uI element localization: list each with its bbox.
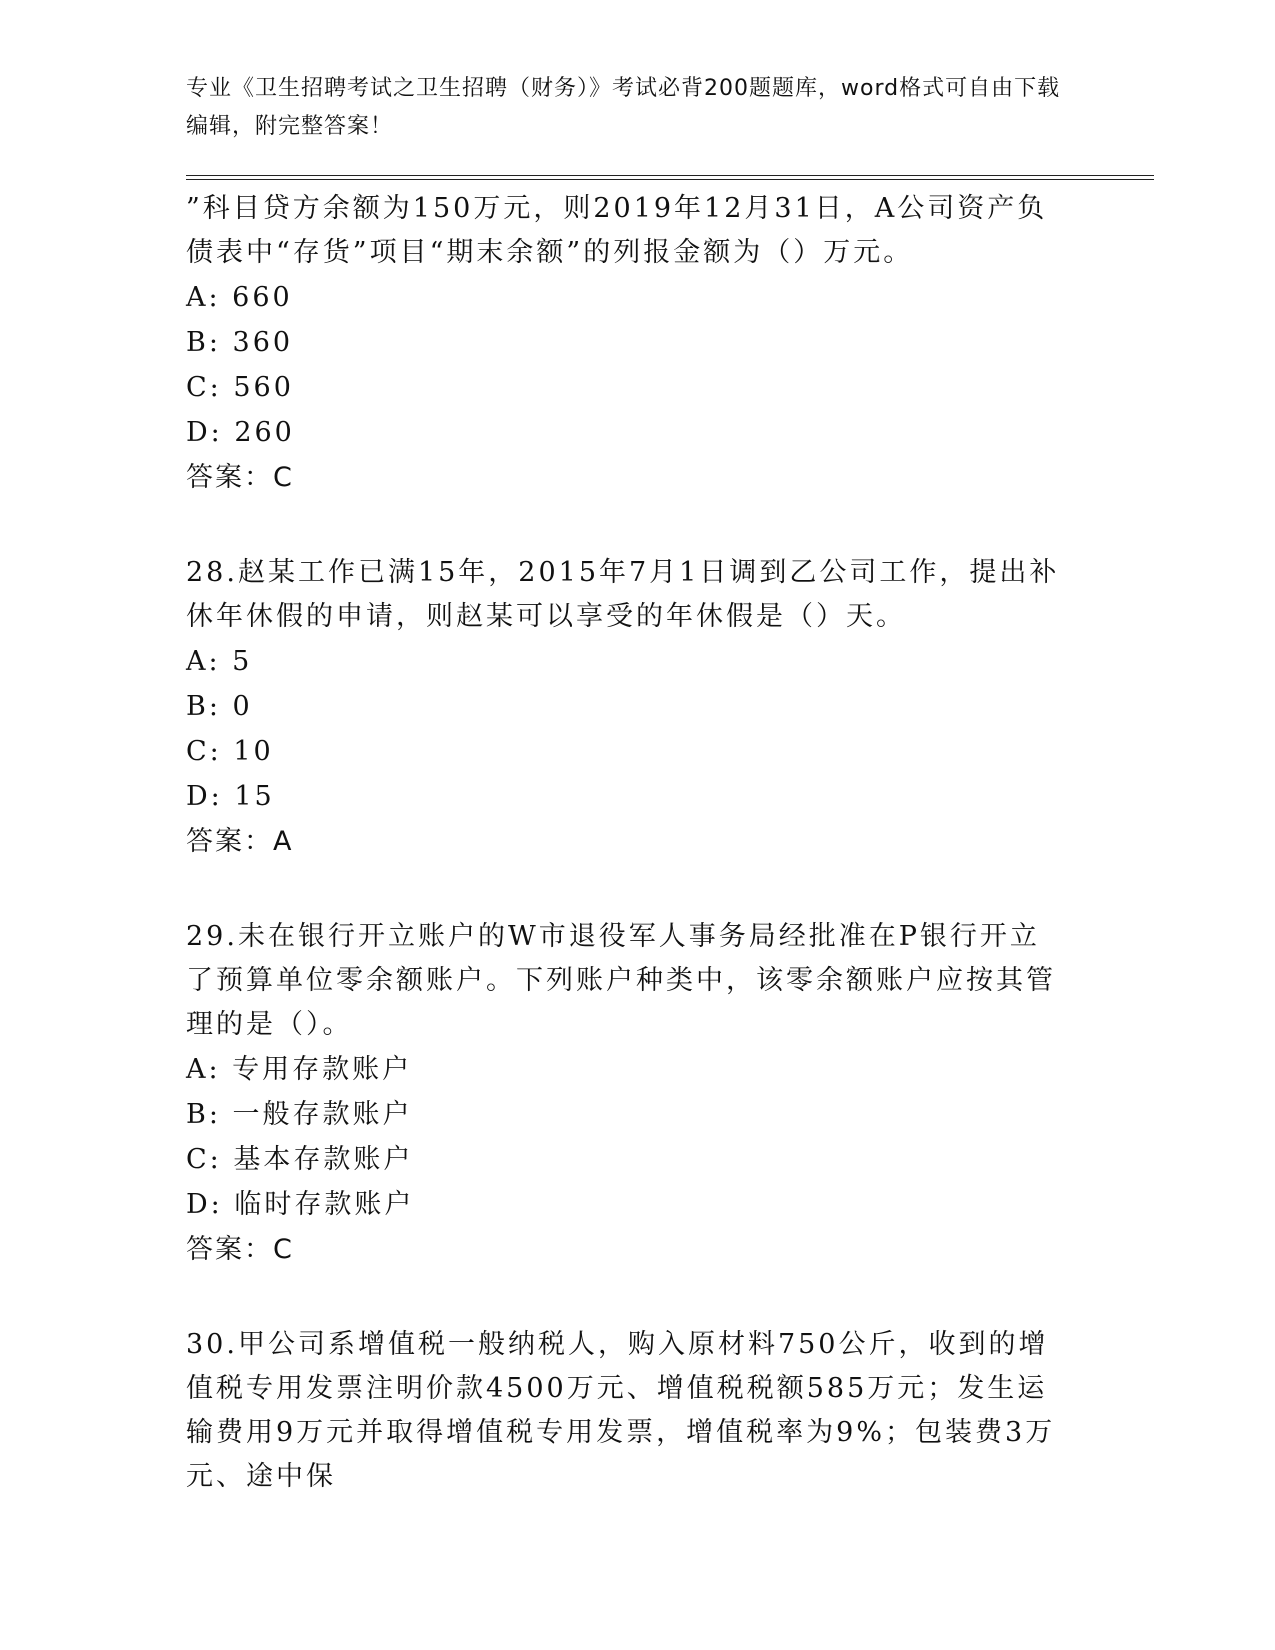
question-27 [186,187,1066,500]
option-c: C: 560 [186,372,294,403]
option-c: C: 10 [186,736,274,767]
question-stem: 28.赵某工作已满15年，2015年7月1日调到乙公司工作，提出补休年休假的申请，则赵某可以享受的年休假是（）天。 [186,557,1060,632]
question-spacer [186,864,1066,915]
option-a: A: 660 [186,282,293,313]
question-list [186,187,1066,1499]
question-stem: 29.未在银行开立账户的W市退役军人事务局经批准在P银行开立了预算单位零余额账户。下列账户种类中，该零余额账户应按其管理的是（）。 [186,921,1056,1040]
question-stem: ”科目贷方余额为150万元，则2019年12月31日，A公司资产负债表中“存货”项目“期末余额”的列报金额为（）万元。 [186,193,1048,268]
question-29 [186,915,1066,1272]
page-header [186,70,1066,146]
option-c: C: 基本存款账户 [186,1144,414,1175]
answer-line: 答案：A [186,826,294,857]
header-divider [186,175,1154,180]
question-spacer [186,500,1066,551]
option-a: A: 专用存款账户 [186,1054,413,1085]
header-title: 专业《卫生招聘考试之卫生招聘（财务）》考试必背200题题库，word格式可自由下载编辑，附完整答案！ [186,76,1061,139]
answer-line: 答案：C [186,462,294,493]
question-28 [186,551,1066,864]
option-d: D: 临时存款账户 [186,1189,415,1220]
question-spacer [186,1272,1066,1323]
answer-line: 答案：C [186,1234,294,1265]
question-stem: 30.甲公司系增值税一般纳税人，购入原材料750公斤，收到的增值税专用发票注明价款4500万元、增值税税额585万元；发生运输费用9万元并取得增值税专用发票，增值税率为9%；包装费3万元、途中保 [186,1329,1056,1492]
option-d: D: 260 [186,417,295,448]
option-b: B: 0 [186,691,253,722]
option-d: D: 15 [186,781,275,812]
question-30 [186,1323,1066,1499]
option-b: B: 360 [186,327,294,358]
option-b: B: 一般存款账户 [186,1099,413,1130]
option-a: A: 5 [186,646,253,677]
